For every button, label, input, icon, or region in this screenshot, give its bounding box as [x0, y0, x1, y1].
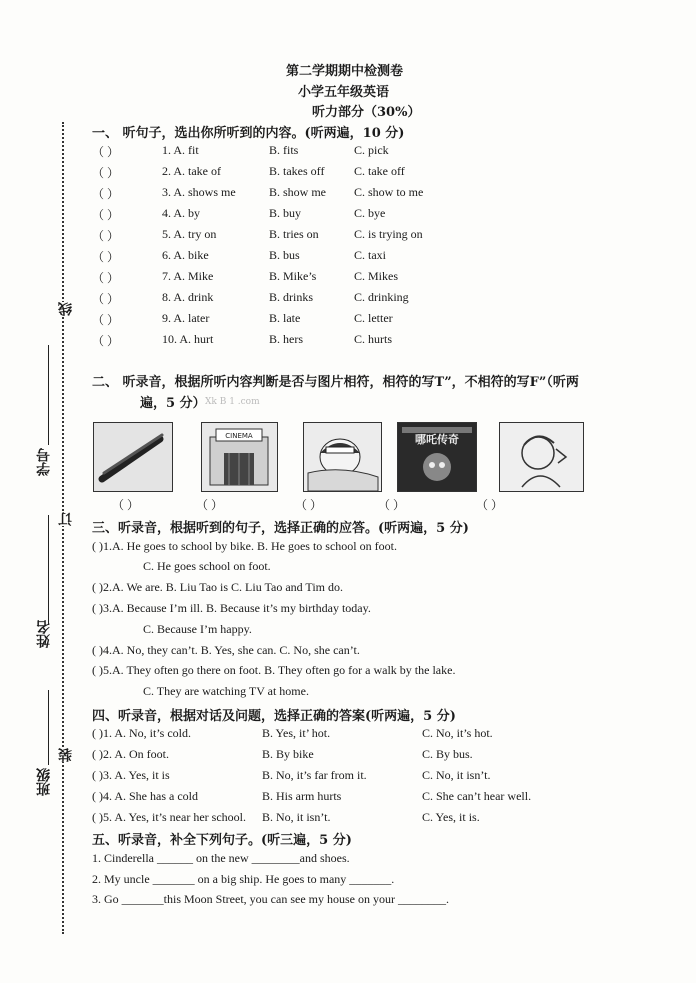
s4-q5-option-c: C. Yes, it is. — [422, 810, 480, 824]
picture-cinema — [201, 422, 278, 492]
s3-line-4: ( )4.A. No, they can’t. B. Yes, she can. C. No, she can’t. — [92, 643, 360, 657]
s4-q3-option-c: C. No, it isn’t. — [422, 768, 491, 782]
s1-q5-option-b: B. tries on — [269, 227, 319, 241]
section2-heading-line1: 二、 听录音，根据所听内容判断是否与图片相符，相符的写T”，不相符的写F”（听两 — [92, 375, 579, 390]
label-ding: 订 — [58, 512, 74, 526]
s1-q4-option-c: C. bye — [354, 206, 386, 220]
section2-heading-line2: 遍，5 分） — [140, 396, 206, 411]
s3-line-5c: C. They are watching TV at home. — [143, 684, 309, 698]
s1-q7-option-b: B. Mike’s — [269, 269, 317, 283]
s1-q3-option-c: C. show to me — [354, 185, 424, 199]
s4-q2-option-a: ( )2. A. On foot. — [92, 747, 169, 761]
s1-q2-option-a: 2. A. take of — [162, 164, 221, 178]
s1-q4-option-b: B. buy — [269, 206, 302, 220]
s1-q8-option-b: B. drinks — [269, 290, 314, 304]
s1-q9-option-b: B. late — [269, 311, 301, 325]
pic-answer-3[interactable]: （ ） — [295, 498, 323, 512]
label-banji: 班级 — [36, 768, 52, 796]
pic-answer-5[interactable]: （ ） — [476, 498, 504, 512]
title-listening: 听力部分（30%） — [312, 105, 421, 120]
title-grade: 小学五年级英语 — [298, 85, 390, 100]
s1-q8-option-a: 8. A. drink — [162, 290, 214, 304]
s1-q7-option-a: 7. A. Mike — [162, 269, 214, 283]
s1-q7-answer-paren[interactable]: （ ） — [92, 271, 120, 285]
s1-q5-option-c: C. is trying on — [354, 227, 423, 241]
xingming-underline — [48, 515, 49, 625]
s3-line-3: ( )3.A. Because I’m ill. B. Because it’s my birthday today. — [92, 601, 371, 615]
s1-q8-answer-paren[interactable]: （ ） — [92, 292, 120, 306]
s1-q2-answer-paren[interactable]: （ ） — [92, 166, 120, 180]
s5-line-2: 2. My uncle _______ on a big ship. He goes to many _______. — [92, 872, 395, 886]
s1-q3-option-b: B. show me — [269, 185, 326, 199]
s4-q5-option-b: B. No, it isn’t. — [262, 810, 331, 824]
picture-old-man — [499, 422, 584, 492]
s3-line-1: ( )1.A. He goes to school by bike. B. He goes to school on foot. — [92, 539, 397, 553]
s4-q4-option-a: ( )4. A. She has a cold — [92, 789, 198, 803]
s1-q5-answer-paren[interactable]: （ ） — [92, 229, 120, 243]
section1-heading: 一、 听句子，选出你所听到的内容。(听两遍，10 分) — [92, 126, 405, 141]
cinema-sign-text: CINEMA — [225, 432, 253, 440]
s4-q2-option-b: B. By bike — [262, 747, 314, 761]
s4-q3-option-b: B. No, it’s far from it. — [262, 768, 367, 782]
s4-q1-option-c: C. No, it’s hot. — [422, 726, 493, 740]
pic-answer-4[interactable]: （ ） — [378, 498, 406, 512]
s3-line-2: ( )2.A. We are. B. Liu Tao is C. Liu Tao and Tim do. — [92, 580, 344, 594]
s1-q10-option-c: C. hurts — [354, 332, 393, 346]
s1-q8-option-c: C. drinking — [354, 290, 409, 304]
s1-q10-answer-paren[interactable]: （ ） — [92, 334, 120, 348]
label-zhuang: 装 — [58, 748, 74, 762]
binding-dotted-line — [62, 122, 64, 934]
s1-q9-answer-paren[interactable]: （ ） — [92, 313, 120, 327]
s1-q3-option-a: 3. A. shows me — [162, 185, 236, 199]
s4-q2-option-c: C. By bus. — [422, 747, 473, 761]
picture-sick-girl — [303, 422, 382, 492]
s1-q6-option-a: 6. A. bike — [162, 248, 209, 262]
watermark: Xk B 1 .com — [205, 397, 260, 407]
s1-q1-option-a: 1. A. fit — [162, 143, 199, 157]
s4-q4-option-b: B. His arm hurts — [262, 789, 342, 803]
label-xian: 线 — [58, 302, 74, 316]
pic-answer-1[interactable]: （ ） — [112, 498, 140, 512]
book-cover-title: 哪吒传奇 — [415, 433, 459, 446]
s1-q9-option-a: 9. A. later — [162, 311, 210, 325]
s1-q2-option-c: C. take off — [354, 164, 405, 178]
s3-line-5: ( )5.A. They often go there on foot. B. They often go for a walk by the lake. — [92, 663, 456, 677]
s1-q1-answer-paren[interactable]: （ ） — [92, 145, 120, 159]
s5-line-3: 3. Go _______this Moon Street, you can see my house on your ________. — [92, 892, 449, 906]
s3-line-3c: C. Because I’m happy. — [143, 622, 252, 636]
s4-q4-option-c: C. She can’t hear well. — [422, 789, 532, 803]
s1-q1-option-b: B. fits — [269, 143, 299, 157]
s1-q4-option-a: 4. A. by — [162, 206, 201, 220]
s1-q6-option-b: B. bus — [269, 248, 300, 262]
title-main: 第二学期期中检测卷 — [286, 64, 404, 79]
section5-heading: 五、听录音，补全下列句子。(听三遍，5 分) — [92, 833, 352, 848]
pic-answer-2[interactable]: （ ） — [196, 498, 224, 512]
s1-q3-answer-paren[interactable]: （ ） — [92, 187, 120, 201]
xuehao-underline — [48, 345, 49, 445]
picture-book-cover — [397, 422, 477, 492]
s1-q2-option-b: B. takes off — [269, 164, 325, 178]
s1-q6-option-c: C. taxi — [354, 248, 386, 262]
s4-q1-option-b: B. Yes, it’ hot. — [262, 726, 331, 740]
label-xuehao: 学号 — [36, 448, 52, 476]
s1-q1-option-c: C. pick — [354, 143, 389, 157]
s1-q4-answer-paren[interactable]: （ ） — [92, 208, 120, 222]
s4-q3-option-a: ( )3. A. Yes, it is — [92, 768, 170, 782]
section4-heading: 四、听录音，根据对话及问题，选择正确的答案(听两遍，5 分) — [92, 709, 456, 724]
s1-q6-answer-paren[interactable]: （ ） — [92, 250, 120, 264]
s1-q7-option-c: C. Mikes — [354, 269, 399, 283]
label-xingming: 姓名 — [36, 620, 52, 648]
s1-q9-option-c: C. letter — [354, 311, 393, 325]
picture-chopsticks — [93, 422, 173, 492]
s1-q10-option-a: 10. A. hurt — [162, 332, 214, 346]
s3-line-1c: C. He goes school on foot. — [143, 559, 271, 573]
banji-underline — [48, 690, 49, 765]
section3-heading: 三、听录音，根据听到的句子，选择正确的应答。(听两遍，5 分) — [92, 521, 469, 536]
s4-q1-option-a: ( )1. A. No, it’s cold. — [92, 726, 191, 740]
s4-q5-option-a: ( )5. A. Yes, it’s near her school. — [92, 810, 246, 824]
s1-q10-option-b: B. hers — [269, 332, 303, 346]
s1-q5-option-a: 5. A. try on — [162, 227, 217, 241]
s5-line-1: 1. Cinderella ______ on the new ________and shoes. — [92, 851, 350, 865]
